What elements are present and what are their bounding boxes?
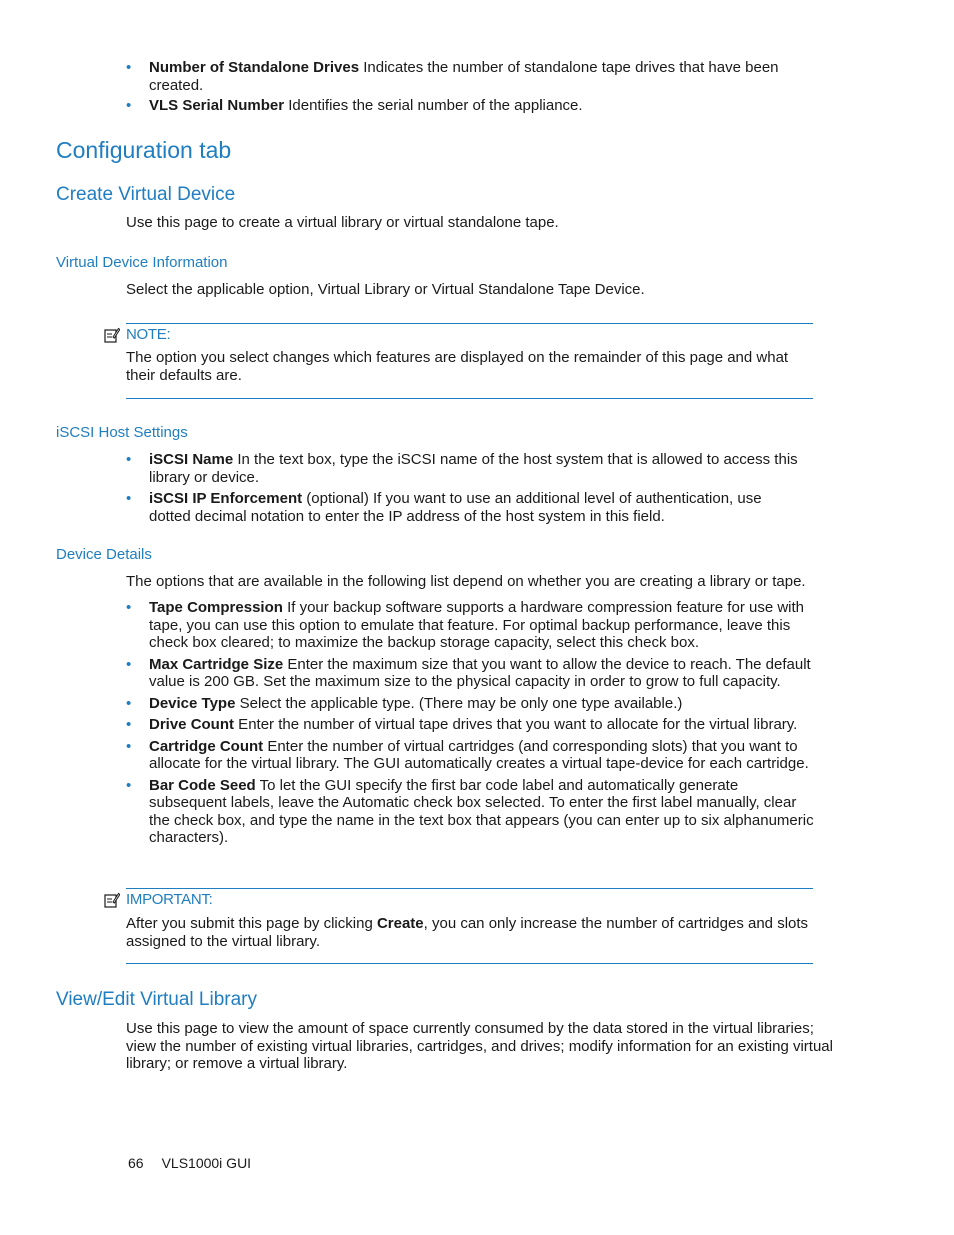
create-virtual-device-heading: Create Virtual Device [56,184,236,205]
create-button-reference: Create [376,915,424,932]
document-title: VLS1000i GUI [161,1155,252,1171]
bullet-icon: • [126,97,132,114]
note-label: NOTE: [126,326,171,343]
note-text: The option you select changes which features are displayed on the remainder of this page and what their defaults are. [126,349,789,384]
list-item [126,59,816,94]
bullet-icon: • [126,451,132,468]
term: Cartridge Count [149,737,264,755]
iscsi-host-settings-heading: iSCSI Host Settings [56,424,188,441]
bullet-icon: • [126,776,132,794]
term: Max Cartridge Size [149,655,284,673]
device-details-list [126,599,816,847]
iscsi-list [126,451,806,525]
term: Tape Compression [149,599,283,616]
bullet-icon: • [126,716,132,733]
note-top-rule [126,323,813,324]
create-intro: Use this page to create a virtual library or virtual standalone tape. [126,214,559,231]
standalone-info-list [126,59,816,115]
term: iSCSI IP Enforcement [149,490,303,507]
bullet-icon: • [126,490,132,507]
vdi-text: Select the applicable option, Virtual Library or Virtual Standalone Tape Device. [126,281,645,298]
list-item [126,738,816,773]
configuration-tab-heading: Configuration tab [56,137,232,163]
important-label: IMPORTANT: [126,891,213,908]
description: Select the applicable type. (There may be only one type available.) [235,694,683,712]
list-item [126,97,816,115]
bullet-icon: • [126,694,132,712]
list-item [126,451,806,486]
list-item [126,695,816,713]
description: Enter the maximum size that you want to allow the device to reach. The default value is 200 GB. Set the maximum size to the physical capacity in order to grow to full capacity. [149,655,811,690]
bullet-icon: • [126,737,132,755]
important-text [126,915,816,950]
list-item [126,490,806,525]
virtual-device-information-heading: Virtual Device Information [56,254,228,271]
bullet-icon: • [126,655,132,673]
important-top-rule [126,888,813,889]
page-footer [128,1155,269,1171]
term: VLS Serial Number [149,97,285,114]
list-item [126,716,816,734]
view-edit-virtual-library-heading: View/Edit Virtual Library [56,989,258,1010]
view-edit-text: Use this page to view the amount of space currently consumed by the data stored in the virtual libraries; view the number of existing virtual libraries, cartridges, and drives; modify information for an existing virtual library; or remove a virtual library. [126,1020,833,1072]
description: In the text box, type the iSCSI name of the host system that is allowed to access this library or device. [149,451,798,486]
description: (optional) If you want to use an additional level of authentication, use dotted decimal notation to enter the IP address of the host system in this field. [149,490,762,525]
important-bottom-rule [126,963,813,964]
important-header [104,891,212,908]
term: iSCSI Name [149,451,234,468]
description: Identifies the serial number of the appliance. [284,97,583,114]
list-item [126,599,816,652]
description: Enter the number of virtual cartridges (and corresponding slots) that you want to allocate for the virtual library. The GUI automatically creates a virtual tape-device for each cartridge. [149,737,809,772]
term: Device Type [149,694,236,712]
description: To let the GUI specify the first bar code label and automatically generate subsequent labels, leave the Automatic check box selected. To enter the first label manually, clear the check box, and type the name in the text box that appears (you can enter up to six alphanumeric characters). [149,776,814,846]
list-item [126,777,816,847]
term: Drive Count [149,716,235,733]
term: Number of Standalone Drives [149,59,360,76]
description: Indicates the number of standalone tape drives that have been created. [149,59,779,94]
note-bottom-rule [126,398,813,399]
bullet-icon: • [126,59,132,76]
bullet-icon: • [126,599,132,616]
term: Bar Code Seed [149,776,256,794]
list-item [126,656,816,691]
device-details-heading: Device Details [56,546,152,563]
description: If your backup software supports a hardware compression feature for use with tape, you can use this option to emulate that feature. For optimal backup performance, leave this check box cleared; to maximize the backup storage capacity, select this check box. [149,599,805,651]
page-number: 66 [128,1155,144,1171]
description: Enter the number of virtual tape drives that you want to allocate for the virtual library. [234,716,798,733]
device-intro: The options that are available in the following list depend on whether you are creating a library or tape. [126,573,806,590]
note-pencil-icon [104,327,120,343]
important-text-part: After you submit this page by clicking [126,915,377,932]
note-header [104,326,170,343]
important-text-part: , you can only increase the number of cartridges and slots assigned to the virtual library. [126,915,809,950]
note-pencil-icon [104,892,120,908]
